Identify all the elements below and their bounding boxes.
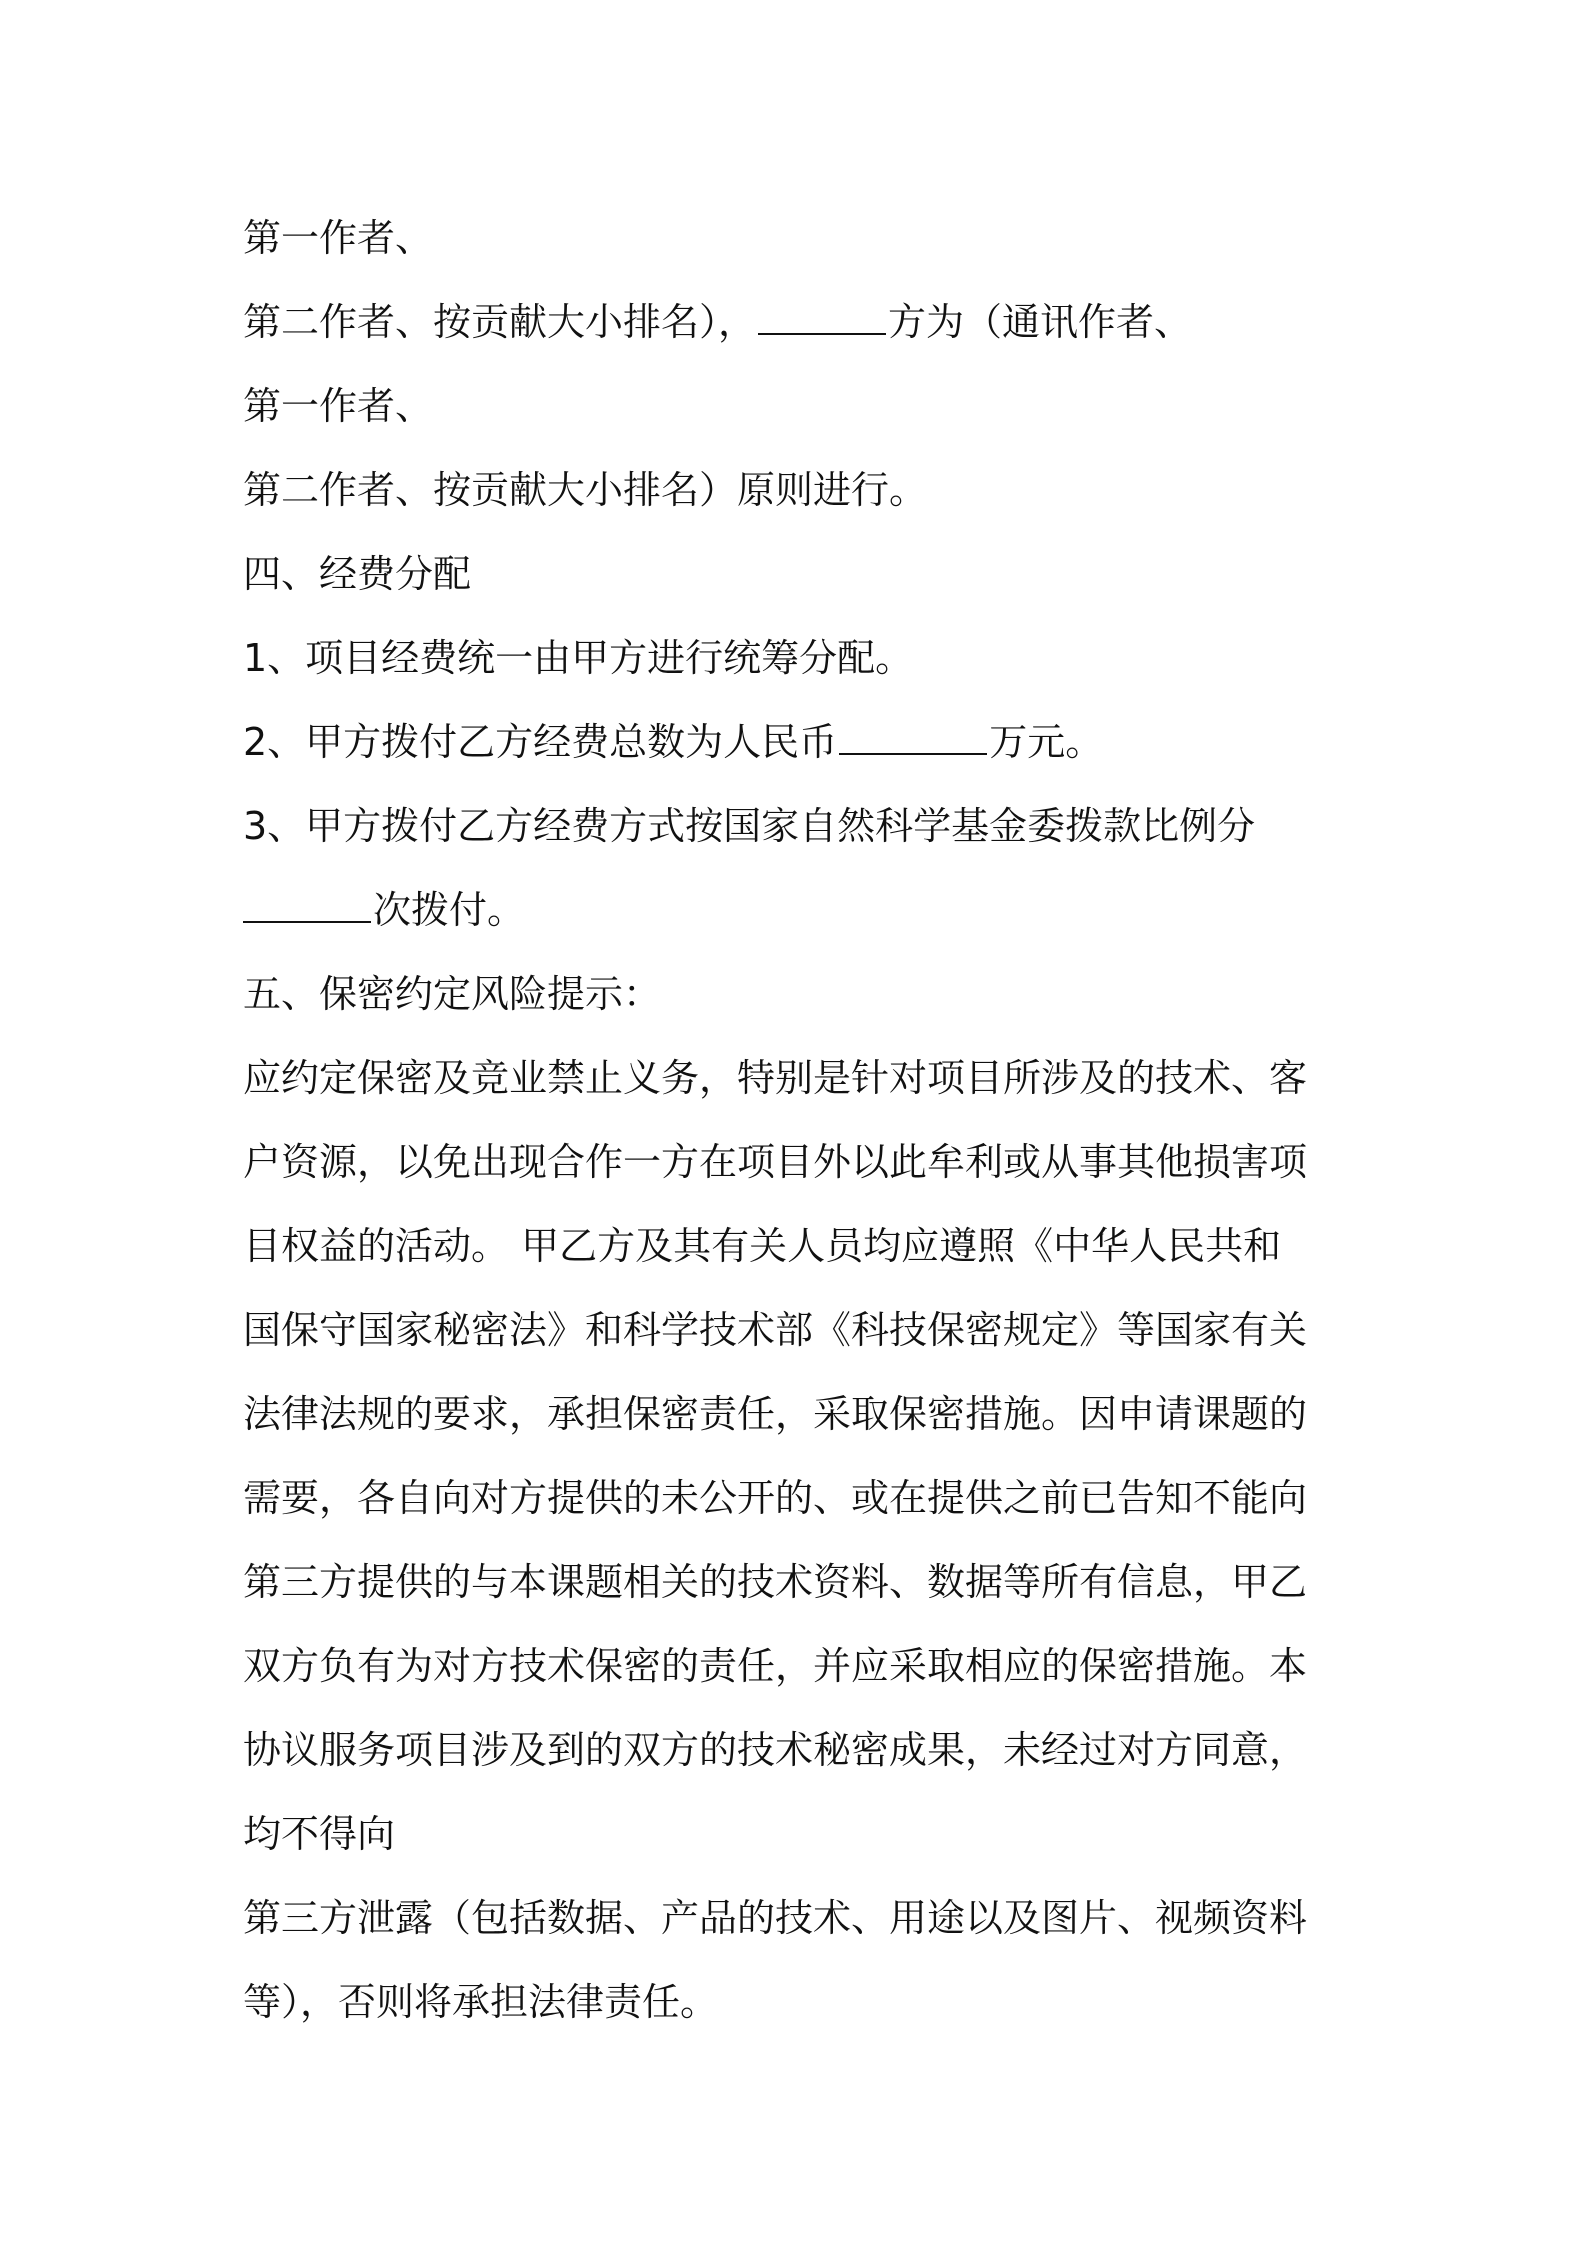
text-segment: 方为（通讯作者、 <box>888 300 1193 344</box>
section-heading: 四、经费分配 <box>243 552 472 596</box>
fill-in-blank <box>758 289 886 335</box>
paragraph-line: 均不得向 <box>243 1812 396 1856</box>
paragraph-line: 需要，各自向对方提供的未公开的、或在提供之前已告知不能向 <box>243 1476 1308 1520</box>
section-heading: 五、保密约定风险提示： <box>243 972 662 1016</box>
text-segment: 第二作者、按贡献大小排名）， <box>243 300 757 344</box>
text-line: 第一作者、 <box>243 216 434 260</box>
paragraph-line: 国保守国家秘密法》和科学技术部《科技保密规定》等国家有关 <box>243 1308 1308 1352</box>
paragraph-line: 户资源，以免出现合作一方在项目外以此牟利或从事其他损害项 <box>243 1140 1308 1184</box>
paragraph-line: 协议服务项目涉及到的双方的技术秘密成果，未经过对方同意， <box>243 1728 1308 1772</box>
fill-in-blank <box>243 877 371 923</box>
paragraph-line: 应约定保密及竞业禁止义务，特别是针对项目所涉及的技术、客 <box>243 1056 1308 1100</box>
text-segment: 次拨付。 <box>373 888 526 932</box>
list-item <box>243 700 1353 784</box>
paragraph-line: 第三方泄露（包括数据、产品的技术、用途以及图片、视频资料 <box>243 1896 1308 1940</box>
text-line <box>243 868 1353 952</box>
text-line: 第二作者、按贡献大小排名）原则进行。 <box>243 468 928 512</box>
paragraph-line: 法律法规的要求，承担保密责任，采取保密措施。因申请课题的 <box>243 1392 1308 1436</box>
paragraph-line: 目权益的活动。 甲乙方及其有关人员均应遵照《中华人民共和 <box>243 1224 1282 1268</box>
paragraph-line: 等），否则将承担法律责任。 <box>243 1980 719 2024</box>
fill-in-blank <box>839 709 987 755</box>
paragraph-line: 双方负有为对方技术保密的责任，并应采取相应的保密措施。本 <box>243 1644 1308 1688</box>
text-line <box>243 280 1353 364</box>
text-segment: 2、甲方拨付乙方经费总数为人民币 <box>243 720 838 764</box>
document-body <box>243 196 1353 2044</box>
list-item: 3、甲方拨付乙方经费方式按国家自然科学基金委拨款比例分 <box>243 804 1256 848</box>
text-line: 第一作者、 <box>243 384 434 428</box>
list-item: 1、项目经费统一由甲方进行统筹分配。 <box>243 636 914 680</box>
text-segment: 万元。 <box>989 720 1104 764</box>
paragraph-line: 第三方提供的与本课题相关的技术资料、数据等所有信息，甲乙 <box>243 1560 1308 1604</box>
